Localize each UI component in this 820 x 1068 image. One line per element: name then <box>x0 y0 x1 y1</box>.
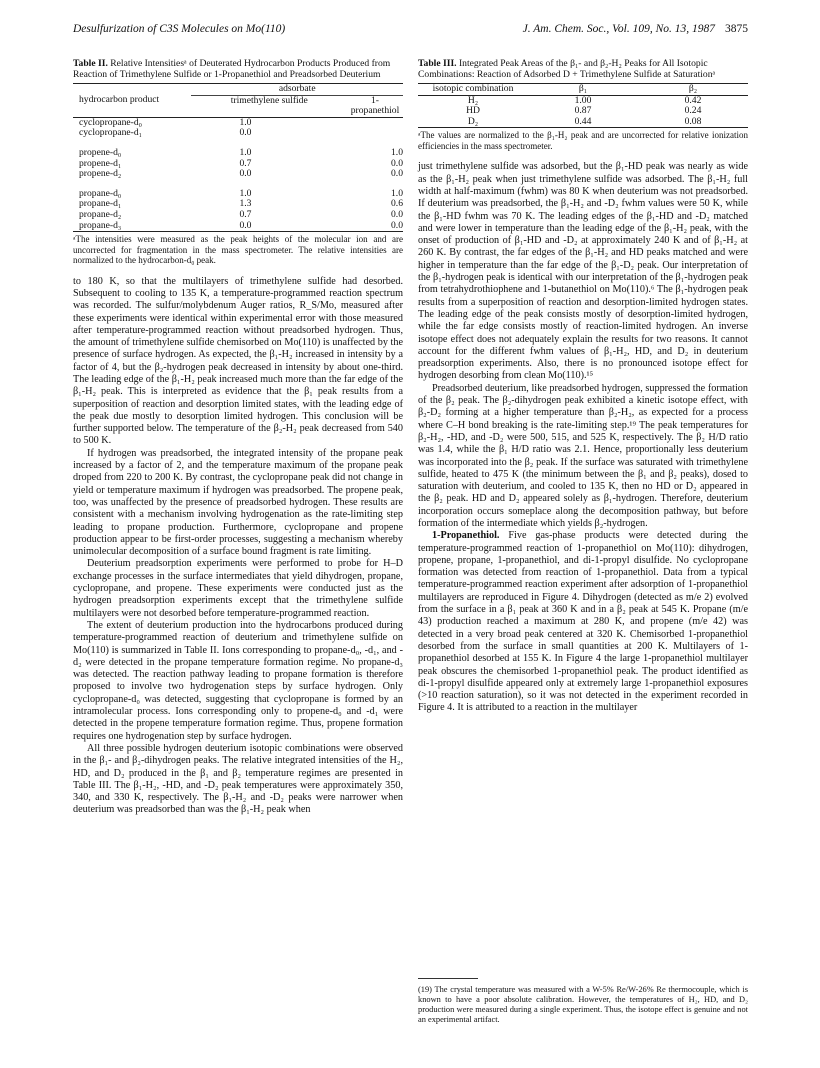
right-column <box>418 58 748 715</box>
table2-group-header: adsorbate <box>191 84 403 96</box>
table-cell: 1.00 <box>574 94 592 106</box>
table-spacer <box>73 139 403 148</box>
paragraph: Preadsorbed deuterium, like preadsorbed hydrogen, suppressed the formation of the β₂ peak. The β₂-dihydrogen peak exhibited a kinetic isotope effect, with β₂-D₂ forming at a higher temperature than β₂-H₂, as expected for a process where C–H bond breaking is the rate-limiting step.¹⁹ The peak temperatures for β₂-H₂, -HD, and -D₂ were 500, 515, and 525 K, respectively. The β₂ H/D ratio was 1.4, while the β₁ H/D ratio was 2.1. Hence, proportionally less deuterium was incorporated into the β₂ peak. If the surface was saturated with trimethylene sulfide, heated to 475 K (the minimum between the β₁ and β₂ peaks), dosed to saturation with deuterium, and cooled to 135 K, then no HD or D₂ appeared in the β₂ peak. HD and D₂ appeared solely as β₁-hydrogen. Therefore, deuterium incorporation occurs someplace along the decomposition pathway, but before formation of the intermediate which yields β₂-hydrogen. <box>418 382 748 529</box>
table2 <box>73 83 403 232</box>
paragraph <box>418 530 748 714</box>
left-column <box>73 58 403 817</box>
running-header-left: Desulfurization of C3S Molecules on Mo(110) <box>73 23 286 35</box>
paragraph: The extent of deuterium production into the hydrocarbons produced during temperature-programmed reaction of deuterium and trimethylene sulfide on Mo(110) is summarized in Table II. Ions corresponding to propane-d₀, -d₁, and -d₂ were detected in the propane temperature formation regime. No propane-d₃ was detected. The reaction pathway leading to propane formation is therefore proposed to involve two hydrogenation steps by surface hydrogen. Only cyclopropane-d₀ was detected, suggesting that cyclopropane is formed by an intramolecular process. Ions corresponding only to propene-d₀ and -d₁ were detected in the propene temperature formation regime. Thus, propene formation requires one hydrogenation step by surface hydrogen. <box>73 619 403 742</box>
paragraph-text: Five gas-phase products were detected during the temperature-programmed reaction of 1-propanethiol on Mo(110): dihydrogen, propene, propane, 1-propanethiol, and di-1-propyl disulfide. No cyclopropane formation was detected from reaction of 1-propanethiol. Data from a typical temperature-programmed reaction experiment after adsorption of 1-propanethiol multilayers are reproduced in Figure 4. Dihydrogen (detected as m/e 2) evolved from the surface in a β₁ peak at 360 K and in a β₂ peak at 545 K. Propane (m/e 43) production reached a maximum at 280 K, and propene (m/e 42) was detected in a very broad peak centered at 320 K. Chemisorbed 1-propanethiol desorbed from the surface in small quantities at 200 K. Multilayers of 1-propanethiol desorbed at 155 K. In Figure 4 the large 1-propanethiol multilayer peak obscures the chemisorbed 1-propanethiol peak. The product identified as di-1-propyl disulfide appeared only at extremely large 1-propanethiol exposures (>10 reaction saturation), so it was not detected in the experiment recorded in Figure 4. It is attributed to a reaction in the multilayer <box>418 530 748 714</box>
table-cell <box>347 128 403 139</box>
table-cell: H₂ <box>467 94 479 106</box>
running-header-right <box>523 23 748 35</box>
paragraph: If hydrogen was preadsorbed, the integrated intensity of the propane peak increased by a factor of 2, and the temperature maximum of the propane peak droped from 220 to 200 K. By contrast, the cyclopropane peak did not change in yield or temperature maximum if hydrogen was preadsorbed. The propene peak, too, was unaffected by the presence of preadsorbed hydrogen. These results are consistent with a mechanism involving hydrogenation as the rate-limiting step leading to propane production. Furthermore, cyclopropane and propene production appear to be first-order processes, suggesting a mechanism whereby unimolecular decomposition of a surface bound fragment is rate limiting. <box>73 447 403 558</box>
table2-col-header: hydrocarbon product <box>73 95 191 117</box>
table-cell: HD <box>466 105 480 117</box>
table-cell: propane-d₀ <box>79 187 122 199</box>
table-cell: 0.0 <box>391 157 403 169</box>
table-cell: propene-d₁ <box>79 157 122 169</box>
paragraph: to 180 K, so that the multilayers of trimethylene sulfide had desorbed. Subsequent to cooling to 135 K, a temperature-programmed reaction spectrum was recorded. The sulfur/molybdenum Auger ratios, R_S/Mo, measured after these experiments were identical within experimental error with those measured after temperature-programmed reaction without preadsorbed hydrogen. Thus, the amount of trimethylene sulfide chemisorbed on Mo(110) is unaffected by the presence of surface hydrogen. As expected, the β₁-H₂ increased in intensity by a factor of 4, but the β₂-hydrogen peak decreased in intensity by about one-third. The leading edge of the β₁-H₂ peak increased much more than the far edge of the β₁-H₂ peak. This is interpreted as evidence that the β₁ peak results from a superposition of reaction and desorption limited states, with the leading edge of the peak due mostly to desorption limited hydrogen. This conclusion will be further supported below. The temperature of the β₂-H₂ peak decreased from 540 to 500 K. <box>73 275 403 447</box>
paragraph: just trimethylene sulfide was adsorbed, but the β₁-HD peak was nearly as wide as the β₁-H₂ peak when just trimethylene sulfide was adsorbed. The β₁-H₂ full width at half-maximum (fwhm) was 80 K when deuterium was not preadsorbed. If deuterium was preadsorbed, the β₁-H₂ and -D₂ fwhm values were 50 K, while the β₁-HD fwhm was 70 K. The leading edges of the β₁-HD and -D₂ matched and were lower in temperature than the leading edge of the β₁-H₂ peak, with the onset of production of β₁-HD and -D₂ at approximately 240 K and of β₁-H₂ at 260 K. By contrast, the far edges of the β₁-H₂ and HD peaks matched and were higher in temperature than the far edge of the β₁-D₂ peak. Our interpretation of the β₁-hydrogen peak is identical with our interpretation of the β₁-hydrogen peak from tetrahydrothiophene and 1-butanethiol on Mo(110).⁶ The β₁-hydrogen peak results from a superposition of reaction and desorption-limited hydrogen states. The leading edge of the peak consists mostly of desorption-limited hydrogen, while the far edge consists mostly of reaction-limited hydrogen. An inverse isotope effect does not adequately explain the results for two reasons. It cannot account for the different fwhm values of β₁-H₂, HD, and D₂ in deuterium preadsorption experiments. Also, there is no pronounced isotope effect for hydrogen desorbing from clean Mo(110).¹⁵ <box>418 161 748 382</box>
table-cell: 1.0 <box>391 187 403 199</box>
table3-col-header: β₂ <box>638 84 748 96</box>
table2-footnote: ᵃThe intensities were measured as the peak heights of the molecular ion and are uncorrected for fragmentation in the mass spectrometer. The relative intensities are normalized to the hydrocarbon-d₀ peak. <box>73 234 403 266</box>
table-row <box>73 159 403 170</box>
table-cell: 0.44 <box>574 115 592 127</box>
table3-col-header: isotopic combination <box>418 84 528 96</box>
table-cell: 1.0 <box>239 146 252 158</box>
table-cell: 0.0 <box>239 127 252 139</box>
footnote-rule <box>418 978 478 979</box>
table-row <box>73 210 403 221</box>
table-cell: 0.7 <box>239 208 252 220</box>
table2-col-header: trimethylene sulfide <box>191 95 347 117</box>
footnote-19: (19) The crystal temperature was measured with a W-5% Re/W-26% Re thermocouple, which is known to have a poor absolute calibration. However, the temperatures of H₂, HD, and D₂ production were measured during a single experiment. Thus, the isotope effect is genuine and not an experimental artifact. <box>418 985 748 1024</box>
table-cell: D₂ <box>467 115 479 127</box>
table-cell: cyclopropane-d₀ <box>79 116 143 128</box>
paragraph: Deuterium preadsorption experiments were performed to probe for H–D exchange processes in the surface intermediates that yield dihydrogen, propane, cyclopropane, and propene. These experiments were conducted just as the hydrogen preadsorption experiments except that the trimethylene sulfide multilayers were not desorbed before temperature-programmed reaction. <box>73 558 403 619</box>
page-number: 3875 <box>725 23 748 35</box>
table2-label: Table II. <box>73 58 108 69</box>
table-cell: 0.0 <box>239 168 252 180</box>
table-cell: 1.0 <box>239 116 252 128</box>
table3-col-header: β₁ <box>528 84 638 96</box>
table-row <box>73 169 403 180</box>
table-spacer <box>73 180 403 189</box>
paragraph: All three possible hydrogen deuterium isotopic combinations were observed in the β₁- and β₂-dihydrogen peaks. The relative integrated intensities of the H₂, HD, and D₂ produced in the β₁ and β₂ temperature regimes are presented in Table III. The β₁-H₂, -HD, and -D₂ peak temperatures were approximately 350, 340, and 330 K, respectively. The β₁-H₂ and -D₂ peaks were narrower when deuterium was preadsorbed than was the β₁-H₂ peak when <box>73 742 403 816</box>
table-cell: 0.0 <box>391 208 403 220</box>
table-cell: propane-d₂ <box>79 208 122 220</box>
table-row <box>73 128 403 139</box>
table3-footnote: ᵃThe values are normalized to the β₁-H₂ peak and are uncorrected for relative ionization efficiencies in the mass spectrometer. <box>418 130 748 151</box>
journal-citation: J. Am. Chem. Soc., Vol. 109, No. 13, 1987 <box>522 23 715 35</box>
table-cell: 0.6 <box>391 198 403 210</box>
table-cell: 1.3 <box>239 198 252 210</box>
table-cell: 1.0 <box>391 146 403 158</box>
table-row <box>73 221 403 232</box>
table-row <box>73 148 403 159</box>
table2-body <box>73 117 403 231</box>
table-cell: propene-d₀ <box>79 146 122 158</box>
table-cell: 0.0 <box>239 219 252 231</box>
table2-caption <box>73 58 403 80</box>
table-row <box>73 199 403 210</box>
table-cell: propane-d₁ <box>79 198 122 210</box>
table-cell <box>347 117 403 128</box>
table3-caption <box>418 58 748 80</box>
table3-label: Table III. <box>418 58 457 69</box>
table-cell: propane-d₃ <box>79 219 122 231</box>
table-cell: 0.0 <box>391 168 403 180</box>
table-cell: 0.24 <box>684 105 702 117</box>
table3-body <box>418 95 748 128</box>
table-row <box>418 117 748 128</box>
table3 <box>418 83 748 128</box>
table2-col-header: 1-propanethiol <box>347 95 403 117</box>
section-heading: 1-Propanethiol. <box>432 530 500 542</box>
table-cell: 0.42 <box>684 94 702 106</box>
table-row <box>73 189 403 200</box>
table3-caption-text: Integrated Peak Areas of the β₁- and β₂-H₂ Peaks for All Isotopic Combinations: Reaction of Adsorbed D + Trimethylene Sulfide at Saturationᵃ <box>418 58 716 80</box>
table-cell: 1.0 <box>239 187 252 199</box>
table-cell: cyclopropane-d₁ <box>79 127 143 139</box>
table-cell: 0.0 <box>391 219 403 231</box>
table-cell: 0.08 <box>684 115 702 127</box>
table-cell: propene-d₂ <box>79 168 122 180</box>
table2-caption-text: Relative Intensitiesᵃ of Deuterated Hydrocarbon Products Produced from Reaction of Trimethylene Sulfide or 1-Propanethiol and Preadsorbed Deuterium <box>73 58 391 80</box>
table-cell: 0.7 <box>239 157 252 169</box>
table-cell: 0.87 <box>574 105 592 117</box>
